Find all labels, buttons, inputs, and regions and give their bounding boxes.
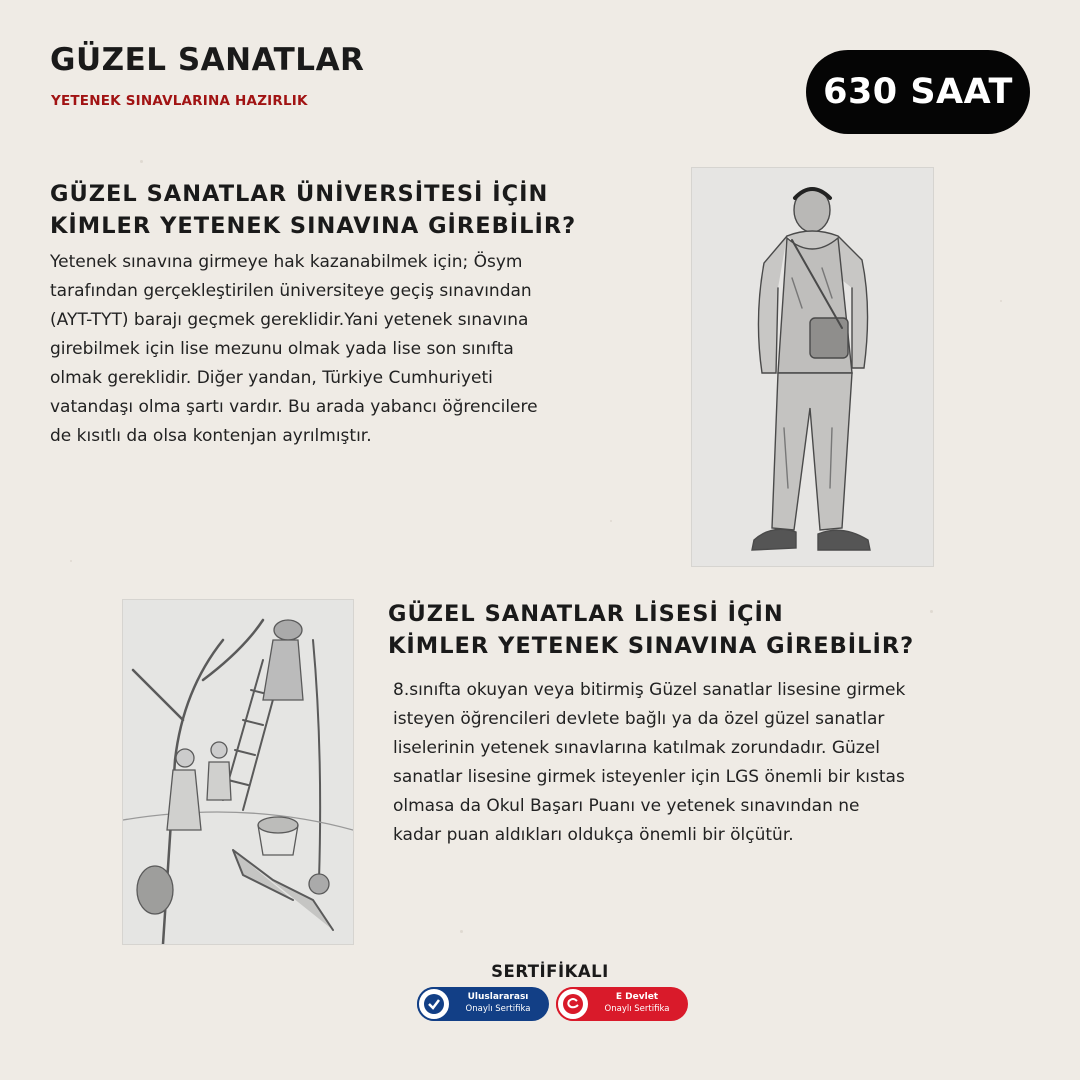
e-devlet-logo-icon: [556, 987, 590, 1021]
edevlet-certificate-subtitle: Onaylı Sertifika: [604, 1004, 670, 1014]
orchard-scene-sketch-icon: [123, 600, 353, 944]
university-heading-line2: KİMLER YETENEK SINAVINA GİREBİLİR?: [50, 213, 577, 239]
duration-badge: 630 SAAT: [806, 50, 1030, 134]
paper-speck: [610, 520, 612, 522]
international-certificate-subtitle: Onaylı Sertifika: [465, 1004, 531, 1014]
international-certificate-title: Uluslararası: [467, 992, 529, 1002]
highschool-heading-line2: KİMLER YETENEK SINAVINA GİREBİLİR?: [388, 633, 915, 659]
paper-speck: [1000, 300, 1002, 302]
highschool-section-heading: [388, 598, 914, 662]
paper-speck: [70, 560, 72, 562]
international-certificate-text: [453, 991, 543, 1015]
edevlet-certificate-text: [592, 991, 682, 1015]
highschool-heading-line1: GÜZEL SANATLAR LİSESİ İÇİN: [388, 601, 784, 627]
page-title: GÜZEL SANATLAR: [50, 42, 365, 78]
international-certificate-badge: [417, 987, 549, 1021]
paper-speck: [930, 610, 933, 613]
standing-man-drawing: [692, 168, 933, 566]
page-subtitle: YETENEK SINAVLARINA HAZIRLIK: [51, 93, 308, 109]
university-heading-line1: GÜZEL SANATLAR ÜNİVERSİTESİ İÇİN: [50, 181, 549, 207]
checkmark-icon: [417, 987, 451, 1021]
edevlet-certificate-badge: [556, 987, 688, 1021]
standing-man-sketch-icon: [692, 168, 933, 566]
edevlet-certificate-title: E Devlet: [615, 992, 659, 1002]
university-section-body: Yetenek sınavına girmeye hak kazanabilmek için; Ösym tarafından gerçekleştirilen üniversiteye geçiş sınavından (AYT-TYT) barajı geçmek gereklidir.Yani yetenek sınavına girebilmek için lise mezunu olmak yada lise son sınıfta olmak gereklidir. Diğer yandan, Türkiye Cumhuriyeti vatandaşı olma şartı vardır. Bu arada yabancı öğrencilere de kısıtlı da olsa kontenjan ayrılmıştır.: [50, 252, 538, 446]
highschool-section-body: 8.sınıfta okuyan veya bitirmiş Güzel sanatlar lisesine girmek isteyen öğrencileri devlete bağlı ya da özel güzel sanatlar liselerinin yetenek sınavlarına katılmak zorundadır. Güzel sanatlar lisesine girmek isteyenler için LGS önemli bir kıstas olmasa da Okul Başarı Puanı ve yetenek sınavından ne kadar puan aldıkları oldukça önemli bir ölçütür.: [393, 680, 906, 845]
paper-speck: [460, 930, 463, 933]
orchard-scene-drawing: [123, 600, 353, 944]
university-section-heading: [50, 178, 576, 242]
certificate-label: SERTİFİKALI: [491, 962, 609, 981]
paper-speck: [140, 160, 143, 163]
